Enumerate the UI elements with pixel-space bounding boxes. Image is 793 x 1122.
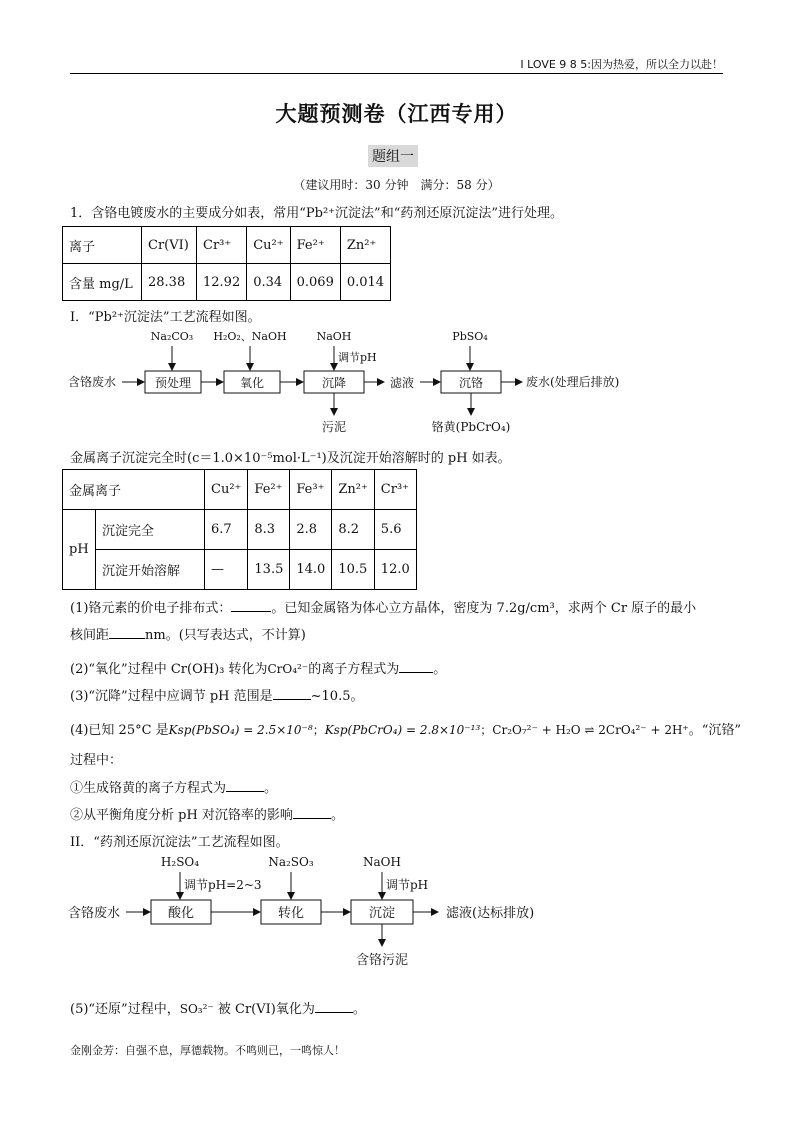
q2-text: (2)“氧化”过程中 Cr(OH)₃ 转化为 — [70, 662, 268, 677]
part-1-title: I．“Pb²⁺沉淀法”工艺流程如图。 — [70, 310, 261, 325]
table-cell: 6.7 — [205, 510, 248, 550]
flow1-reagent: NaOH — [316, 330, 352, 343]
time-info: （建议用时：30 分钟 满分：58 分） — [293, 178, 500, 192]
table-cell: 含量 mg/L — [63, 264, 142, 301]
flow1-box-label: 氧化 — [239, 376, 265, 390]
part-2-title: II．“药剂还原沉淀法”工艺流程如图。 — [70, 835, 289, 850]
footer-text: 金刚金芳：自强不息，厚德载物。不鸣则已，一鸣惊人！ — [70, 1044, 345, 1057]
question-4: (4)已知 25°C 是Ksp(PbSO₄) = 2.5×10⁻⁸；Ksp(PbCrO₄) = 2.8×10⁻¹³；Cr₂O₇²⁻ + H₂O ⇌ 2CrO₄²⁻ + 2H⁺。“沉铬” — [70, 723, 742, 738]
period: 。 — [352, 1002, 366, 1017]
flow2-box-label: 酸化 — [167, 906, 195, 921]
q4-text: (4)已知 25°C 是 — [70, 723, 169, 738]
table-cell: Cr(VI) — [142, 227, 197, 264]
answer-blank — [399, 662, 433, 673]
table-cell: Cu²⁺ — [247, 227, 290, 264]
flow1-box-label: 预处理 — [154, 376, 192, 390]
q4-ksp2: Ksp(PbCrO₄) = 2.8×10⁻¹³ — [324, 723, 481, 737]
table-cell: 沉淀完全 — [96, 510, 205, 550]
table-cell: 0.069 — [290, 264, 340, 301]
page-title: 大题预测卷（江西专用） — [275, 102, 518, 126]
table-header: Fe³⁺ — [290, 470, 332, 510]
question-5 — [70, 998, 366, 1017]
q4-ksp1: Ksp(PbSO₄) = 2.5×10⁻⁸ — [168, 723, 313, 737]
q1-text: nm。(只写表达式，不计算) — [145, 628, 306, 643]
table-cell: 13.5 — [248, 550, 290, 590]
q5-ion: SO₃²⁻ — [179, 1002, 214, 1016]
header-divider — [70, 73, 723, 74]
table-cell: 12.0 — [374, 550, 416, 590]
flow1-reagent: PbSO₄ — [452, 330, 488, 343]
flow2-reagent: NaOH — [363, 855, 401, 869]
flow1-reagent: Na₂CO₃ — [150, 330, 194, 343]
q1-text: 。已知金属铬为体心立方晶体，密度为 7.2g/cm³，求两个 Cr 原子的最小 — [271, 601, 697, 616]
question-1-intro: 1．含铬电镀废水的主要成分如表，常用“Pb²⁺沉淀法”和“药剂还原沉淀法”进行处理。 — [70, 206, 563, 221]
flow1-chrome-yellow: 铬黄(PbCrO₄) — [431, 420, 511, 434]
question-3 — [70, 685, 363, 704]
flow2-sludge: 含铬污泥 — [355, 953, 409, 968]
q5-text: 被 Cr(VI)氧化为 — [217, 1002, 315, 1017]
question-1-cont — [70, 624, 306, 643]
flow-diagram-1 — [60, 326, 680, 440]
table-cell: 沉淀开始溶解 — [96, 550, 205, 590]
flow2-output: 滤液(达标排放) — [446, 906, 535, 921]
flow1-box-label: 沉降 — [321, 376, 347, 390]
question-4-sub1 — [70, 777, 277, 796]
flow1-reagent: H₂O₂、NaOH — [213, 330, 287, 343]
q2-ion: CrO₄²⁻ — [267, 662, 309, 676]
answer-blank — [293, 808, 331, 819]
table-row-group: pH — [63, 510, 96, 590]
table-cell: 14.0 — [290, 550, 332, 590]
header-text: I LOVE 9 8 5:因为热爱，所以全力以赴！ — [520, 58, 723, 71]
q4-sub2-text: ②从平衡角度分析 pH 对沉铬率的影响 — [70, 808, 293, 823]
table-cell: — — [205, 550, 248, 590]
answer-blank — [231, 601, 271, 612]
flow2-box-label: 转化 — [277, 906, 305, 921]
table-cell: 2.8 — [290, 510, 332, 550]
group-label: 题组一 — [368, 145, 418, 167]
flow2-box-label: 沉淀 — [368, 906, 396, 921]
period: 。 — [330, 808, 344, 823]
table-cell: 0.014 — [340, 264, 390, 301]
question-2 — [70, 658, 446, 677]
table-cell: Zn²⁺ — [340, 227, 390, 264]
flow1-output: 废水(处理后排放) — [526, 375, 620, 389]
ion-content-table — [62, 226, 391, 301]
flow1-box-label: 沉铬 — [458, 376, 484, 390]
q1-text: (1)铬元素的价电子排布式： — [70, 601, 232, 616]
flow1-sludge: 污泥 — [321, 420, 347, 434]
flow1-adjust-ph: 调节pH — [338, 351, 377, 364]
table-cell: 0.34 — [247, 264, 290, 301]
table-cell: 28.38 — [142, 264, 197, 301]
q4-text: 。“沉铬” — [688, 723, 742, 738]
question-4-cont: 过程中： — [70, 753, 123, 768]
q4-sub1-text: ①生成铬黄的离子方程式为 — [70, 781, 227, 796]
q1-text: 核间距 — [70, 628, 110, 643]
metal-ph-table — [62, 469, 417, 590]
flow1-filtrate: 滤液 — [390, 376, 415, 390]
period: 。 — [433, 662, 447, 677]
table-cell: Cr³⁺ — [197, 227, 247, 264]
q5-text: (5)“还原”过程中， — [70, 1002, 180, 1017]
table-cell: 12.92 — [197, 264, 247, 301]
answer-blank — [315, 1002, 353, 1013]
table-cell: 离子 — [63, 227, 142, 264]
q3-text: ~10.5。 — [310, 689, 364, 704]
flow1-input: 含铬废水 — [68, 375, 117, 389]
period: 。 — [264, 781, 278, 796]
table-cell: 5.6 — [374, 510, 416, 550]
question-4-sub2 — [70, 804, 344, 823]
table-cell: 8.2 — [332, 510, 374, 550]
table-header: Fe²⁺ — [248, 470, 290, 510]
answer-blank — [273, 689, 311, 700]
table-cell: 10.5 — [332, 550, 374, 590]
table-header: Cr³⁺ — [374, 470, 416, 510]
flow2-reagent: H₂SO₄ — [160, 855, 200, 869]
table-cell: 8.3 — [248, 510, 290, 550]
q2-text: 的离子方程式为 — [308, 662, 400, 677]
table-header: Cu²⁺ — [205, 470, 248, 510]
flow2-reagent: Na₂SO₃ — [268, 855, 314, 869]
flow-diagram-2 — [60, 852, 660, 974]
q3-text: (3)“沉降”过程中应调节 pH 范围是 — [70, 689, 273, 704]
flow2-adjust-ph: 调节pH=2~3 — [184, 878, 262, 892]
question-1 — [70, 597, 696, 616]
flow2-input: 含铬废水 — [68, 906, 121, 921]
answer-blank — [109, 628, 145, 639]
table-cell: Fe²⁺ — [290, 227, 340, 264]
q4-equation: Cr₂O₇²⁻ + H₂O ⇌ 2CrO₄²⁻ + 2H⁺ — [492, 723, 689, 737]
answer-blank — [226, 781, 264, 792]
table-header: 金属离子 — [63, 470, 205, 510]
table-header: Zn²⁺ — [332, 470, 374, 510]
flow2-adjust-ph: 调节pH — [386, 878, 429, 892]
metal-ion-intro: 金属离子沉淀完全时(c＝1.0×10⁻⁵mol·L⁻¹)及沉淀开始溶解时的 pH 如表。 — [70, 451, 511, 466]
